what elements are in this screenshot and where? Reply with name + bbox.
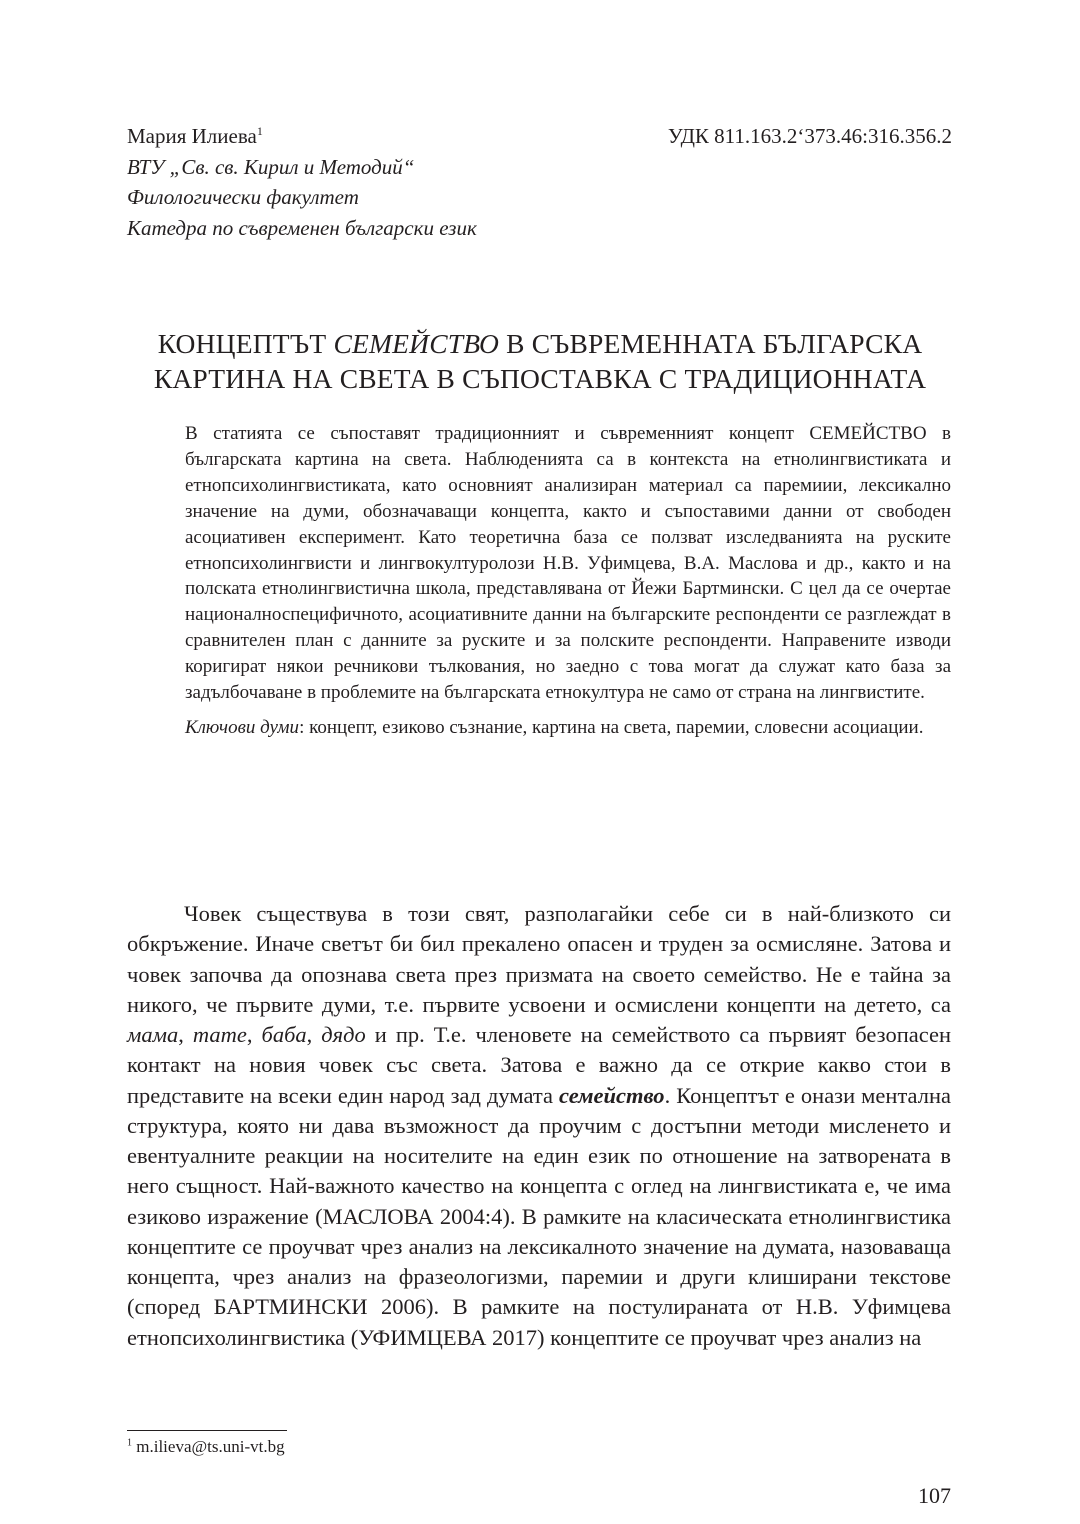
- footnote-email: m.ilieva@ts.uni-vt.bg: [136, 1437, 285, 1456]
- footnote-divider: [127, 1430, 287, 1431]
- article-title: [100, 326, 980, 396]
- term-semeystvo: семейство: [559, 1082, 665, 1108]
- page-number: 107: [918, 1483, 951, 1508]
- affiliation-faculty: Филологически факултет: [127, 185, 359, 209]
- term-dyado: дядо: [321, 1022, 366, 1047]
- abstract: [185, 421, 951, 741]
- affiliation-university: ВТУ „Св. св. Кирил и Методий“: [127, 154, 415, 179]
- term-tate: тате: [192, 1022, 247, 1047]
- keywords: [185, 715, 951, 741]
- keywords-list: : концепт, езиково съзнание, картина на света, паремии, словесни асоциации.: [299, 716, 924, 738]
- footnote: [127, 1436, 285, 1458]
- title-line-2: КАРТИНА НА СВЕТА В СЪПОСТАВКА С ТРАДИЦИОННАТА: [153, 363, 927, 394]
- article-header: [127, 121, 952, 243]
- udk-code: УДК 811.163.2‘373.46:316.356.2: [667, 124, 952, 148]
- keywords-label: Ключови думи: [185, 716, 300, 738]
- author-name: Мария Илиева: [127, 124, 257, 148]
- body-paragraph: Човек съществува в този свят, разполагайки себе си в най-близкото си обкръжение. Иначе светът би бил прекалено опасен и труден за осмисляне. Затова и човек започва да опознава света през призмата на своето семейство. Не е тайна за никого, че първите думи, т.е. първите усвоени и осмислени концепти на детето, са мама, тате, баба, дядо и пр. Т.е. членовете на семейството са първият безопасен контакт на новия човек със света. Затова е важно да се открие какво стои в представите на всеки един народ зад думата семейство. Концептът е онази ментална структура, която ни дава възможност да проучим с достъпни методи мисленето и евентуалните реакции на носителите на един език по отношение на затворената в него същност. Най-важното качество на концепта с оглед на лингвистиката е, че има езиково изражение (МАСЛОВА 2004:4). В рамките на класическата етнолингвистика концептите се проучват чрез анализ на лексикалното значение на думата, назоваваща концепта, чрез анализ на фразеологизми, паремии и други клиширани текстове (според БАРТМИНСКИ 2006). В рамките на постулираната от Н.В. Уфимцева етнопсихолингвистика (УФИМЦЕВА 2017) концептите се проучват чрез анализ на: [127, 901, 952, 1350]
- title-line-1: КОНЦЕПТЪТ СЕМЕЙСТВО В СЪВРЕМЕННАТА БЪЛГАРСКА: [157, 328, 923, 359]
- author-footnote-mark: 1: [256, 124, 263, 138]
- abstract-text: В статията се съпоставят традиционният и съвременният концепт СЕМЕЙСТВО в българската картина на света. Наблюденията са в контекста на етнолингвистиката и етнопсихолингвистиката, като основният анализиран материал са паремиии, лексикално значение на думи, обозначаващи концепта, както и съпоставими данни от свободен асоциативен експеримент. Като теоретична база се ползват изследванията на руските етнопсихолингвисти и лингвокултуролози Н.В. Уфимцева, В.А. Маслова и др., както и на полската етнолингвистична школа, представлявана от Йежи Бартмински. С цел да се очертае националноспецифичното, асоциативните данни на българските респонденти се разглеждат в сравнителен план с данните за руските и за полските респонденти. Направените изводи коригират някои речникови тълкования, но заедно с това могат да служат като база за задълбочаване в проблемите на българската етнокултура не само от страна на лингвистите.: [185, 423, 951, 704]
- title-concept-word: СЕМЕЙСТВО: [333, 328, 500, 359]
- term-mama: мама: [127, 1022, 179, 1047]
- body-text: [127, 899, 951, 1353]
- affiliation-department: Катедра по съвременен български език: [127, 215, 477, 240]
- footnote-mark: 1: [127, 1437, 132, 1449]
- term-baba: баба: [261, 1022, 307, 1047]
